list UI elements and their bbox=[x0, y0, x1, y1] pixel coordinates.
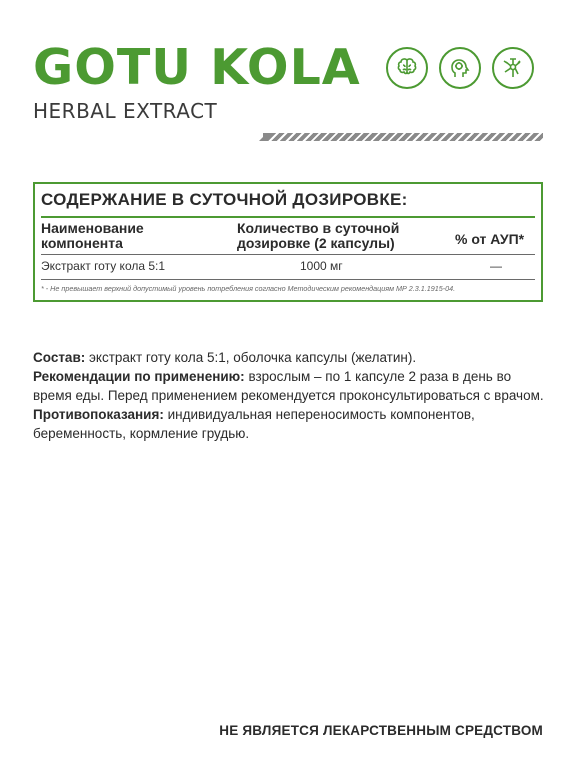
product-subtitle: HERBAL EXTRACT bbox=[33, 99, 218, 123]
column-header-amount: Количество в суточной дозировке (2 капсулы) bbox=[237, 220, 400, 251]
product-title: GOTU KOLA bbox=[33, 39, 361, 96]
decorative-stripe-bar bbox=[33, 133, 543, 141]
benefit-badges bbox=[386, 47, 534, 89]
table-cell-percent: — bbox=[490, 259, 502, 273]
composition-text: экстракт готу кола 5:1, оболочка капсулы (желатин). bbox=[85, 350, 417, 365]
product-info bbox=[33, 348, 548, 443]
disclaimer: НЕ ЯВЛЯЕТСЯ ЛЕКАРСТВЕННЫМ СРЕДСТВОМ bbox=[219, 723, 543, 738]
composition-paragraph bbox=[33, 348, 548, 367]
column-header-percent: % от АУП* bbox=[455, 231, 525, 247]
brain-icon bbox=[386, 47, 428, 89]
head-icon bbox=[439, 47, 481, 89]
row-divider bbox=[41, 279, 535, 280]
table-cell-component: Экстракт готу кола 5:1 bbox=[41, 259, 166, 273]
table-cell-amount: 1000 мг bbox=[300, 259, 343, 273]
usage-paragraph bbox=[33, 367, 548, 405]
heading-divider bbox=[41, 216, 535, 218]
neuron-icon bbox=[492, 47, 534, 89]
header-divider bbox=[41, 254, 535, 255]
supplement-facts-table bbox=[33, 182, 543, 302]
column-header-component: Наименование компонента bbox=[41, 220, 144, 251]
contraindications-text: индивидуальная непереносимость компонентов, беременность, кормление грудью. bbox=[33, 407, 475, 441]
composition-label: Состав: bbox=[33, 350, 86, 365]
contraindications-paragraph bbox=[33, 405, 548, 443]
table-footnote: * - Не превышает верхний допустимый уровень потребления согласно Методическим рекомендациям МР 2.3.1.1915-04. bbox=[41, 284, 456, 293]
usage-label: Рекомендации по применению: bbox=[33, 369, 245, 384]
supplement-facts-heading: СОДЕРЖАНИЕ В СУТОЧНОЙ ДОЗИРОВКЕ: bbox=[41, 190, 408, 209]
contraindications-label: Противопоказания: bbox=[33, 407, 164, 422]
usage-text: взрослым – по 1 капсуле 2 раза в день во время еды. Перед применением рекомендуется проконсультироваться с врачом. bbox=[33, 369, 544, 403]
